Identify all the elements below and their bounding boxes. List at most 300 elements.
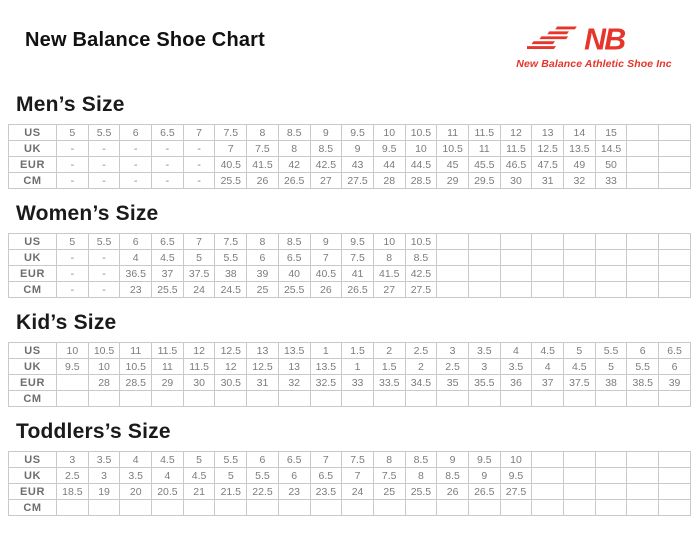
size-cell: 2.5 xyxy=(405,343,437,359)
size-cell: 1 xyxy=(342,359,374,375)
size-cell: 9.5 xyxy=(373,141,405,157)
size-cell: 26 xyxy=(437,484,469,500)
size-cell: 44.5 xyxy=(405,157,437,173)
size-cell: 11 xyxy=(152,359,184,375)
table-row xyxy=(9,157,691,173)
size-cell: 7.5 xyxy=(215,125,247,141)
size-cell: - xyxy=(88,141,120,157)
size-cell: 20.5 xyxy=(152,484,184,500)
size-cell xyxy=(342,391,374,407)
size-cell: 10.5 xyxy=(437,141,469,157)
size-cell xyxy=(627,500,659,516)
logo-speed-stripes xyxy=(527,26,577,49)
size-cell: 6 xyxy=(659,359,691,375)
size-cell: 32 xyxy=(278,375,310,391)
size-cell: 33 xyxy=(342,375,374,391)
size-cell: 11.5 xyxy=(152,343,184,359)
size-cell: 10.5 xyxy=(88,343,120,359)
size-cell: 8.5 xyxy=(278,125,310,141)
size-cell: 26.5 xyxy=(468,484,500,500)
size-cell: 25.5 xyxy=(152,282,184,298)
size-cell: 23 xyxy=(120,282,152,298)
size-cell: 11 xyxy=(437,125,469,141)
size-cell xyxy=(152,500,184,516)
size-cell: 8.5 xyxy=(310,141,342,157)
size-cell: - xyxy=(88,282,120,298)
size-cell xyxy=(57,500,89,516)
size-cell: 32 xyxy=(564,173,596,189)
size-cell: 25.5 xyxy=(405,484,437,500)
size-cell: 5 xyxy=(57,234,89,250)
row-label: US xyxy=(9,125,57,141)
table-row xyxy=(9,359,691,375)
row-label: UK xyxy=(9,141,57,157)
size-cell xyxy=(627,468,659,484)
size-cell: 14.5 xyxy=(595,141,627,157)
size-cell xyxy=(595,282,627,298)
size-cell: 5.5 xyxy=(627,359,659,375)
size-cell: 19 xyxy=(88,484,120,500)
size-cell: 4.5 xyxy=(532,343,564,359)
size-cell: 7 xyxy=(310,452,342,468)
size-cell: 4.5 xyxy=(183,468,215,484)
size-cell: - xyxy=(183,157,215,173)
size-cell: 9.5 xyxy=(500,468,532,484)
size-cell xyxy=(532,250,564,266)
size-cell: 6 xyxy=(247,452,279,468)
size-cell xyxy=(532,282,564,298)
size-cell: 27 xyxy=(310,173,342,189)
size-cell xyxy=(437,500,469,516)
size-cell xyxy=(437,391,469,407)
size-cell: 6.5 xyxy=(659,343,691,359)
row-label: CM xyxy=(9,391,57,407)
size-cell xyxy=(278,500,310,516)
size-cell xyxy=(659,266,691,282)
size-cell xyxy=(627,484,659,500)
row-label: UK xyxy=(9,250,57,266)
size-cell xyxy=(595,500,627,516)
size-cell xyxy=(627,282,659,298)
size-cell: 12.5 xyxy=(247,359,279,375)
size-cell: 40 xyxy=(278,266,310,282)
size-cell xyxy=(468,500,500,516)
size-cell: 2 xyxy=(373,343,405,359)
section-title: Women’s Size xyxy=(16,202,159,225)
size-cell xyxy=(659,500,691,516)
size-cell: 39 xyxy=(247,266,279,282)
size-cell: 26.5 xyxy=(342,282,374,298)
size-cell: 8 xyxy=(247,234,279,250)
size-cell: 30.5 xyxy=(215,375,247,391)
size-cell: - xyxy=(57,282,89,298)
size-cell xyxy=(437,266,469,282)
size-cell xyxy=(659,141,691,157)
size-cell: 49 xyxy=(564,157,596,173)
size-cell xyxy=(659,391,691,407)
size-cell: 27.5 xyxy=(405,282,437,298)
size-cell: - xyxy=(120,173,152,189)
size-cell: - xyxy=(183,141,215,157)
size-cell: - xyxy=(152,173,184,189)
size-cell xyxy=(627,391,659,407)
size-cell xyxy=(564,468,596,484)
row-label: EUR xyxy=(9,375,57,391)
size-cell: 4 xyxy=(500,343,532,359)
size-cell: 23 xyxy=(278,484,310,500)
size-cell xyxy=(627,234,659,250)
size-cell xyxy=(532,452,564,468)
size-cell: 1 xyxy=(310,343,342,359)
size-cell: 8 xyxy=(247,125,279,141)
size-cell: 13 xyxy=(247,343,279,359)
size-cell: 10 xyxy=(405,141,437,157)
table-row xyxy=(9,375,691,391)
size-cell xyxy=(468,266,500,282)
size-cell: 25.5 xyxy=(215,173,247,189)
size-cell xyxy=(659,468,691,484)
size-cell: 3.5 xyxy=(88,452,120,468)
size-cell: 6.5 xyxy=(152,125,184,141)
row-label: EUR xyxy=(9,157,57,173)
size-cell xyxy=(468,391,500,407)
size-cell xyxy=(627,452,659,468)
size-cell: 5.5 xyxy=(595,343,627,359)
size-cell: 42.5 xyxy=(405,266,437,282)
size-cell: 3 xyxy=(57,452,89,468)
table-row xyxy=(9,343,691,359)
size-cell: 9.5 xyxy=(57,359,89,375)
size-cell: 28.5 xyxy=(405,173,437,189)
size-cell: 24 xyxy=(183,282,215,298)
size-cell: 44 xyxy=(373,157,405,173)
size-cell: 6 xyxy=(247,250,279,266)
size-cell: 50 xyxy=(595,157,627,173)
size-cell xyxy=(564,391,596,407)
table-row xyxy=(9,282,691,298)
size-cell: 11 xyxy=(120,343,152,359)
size-cell xyxy=(88,391,120,407)
size-cell: - xyxy=(57,266,89,282)
size-cell: 4 xyxy=(152,468,184,484)
size-cell: 13 xyxy=(532,125,564,141)
size-cell xyxy=(595,266,627,282)
size-cell: 33 xyxy=(595,173,627,189)
size-cell: 7 xyxy=(215,141,247,157)
size-cell xyxy=(532,266,564,282)
size-cell: 3 xyxy=(468,359,500,375)
size-cell xyxy=(627,125,659,141)
size-cell: 25 xyxy=(247,282,279,298)
size-cell: 40.5 xyxy=(310,266,342,282)
size-cell: 6 xyxy=(627,343,659,359)
size-cell: 37 xyxy=(152,266,184,282)
size-cell: 4.5 xyxy=(564,359,596,375)
nb-monogram: NB xyxy=(584,23,625,57)
size-cell: - xyxy=(183,173,215,189)
size-cell: 1.5 xyxy=(373,359,405,375)
size-cell: 7.5 xyxy=(215,234,247,250)
size-cell xyxy=(57,375,89,391)
size-cell: 10 xyxy=(373,234,405,250)
size-cell: 9 xyxy=(468,468,500,484)
header xyxy=(0,21,699,79)
size-cell: 37.5 xyxy=(183,266,215,282)
size-cell xyxy=(120,500,152,516)
row-label: CM xyxy=(9,282,57,298)
size-cell: 7.5 xyxy=(373,468,405,484)
row-label: CM xyxy=(9,500,57,516)
size-cell: 22.5 xyxy=(247,484,279,500)
size-cell: 38 xyxy=(595,375,627,391)
size-cell: 4.5 xyxy=(152,250,184,266)
table-row xyxy=(9,391,691,407)
size-cell xyxy=(627,157,659,173)
size-cell xyxy=(595,452,627,468)
table-row xyxy=(9,468,691,484)
size-cell: 28.5 xyxy=(120,375,152,391)
size-cell: 9.5 xyxy=(342,234,374,250)
size-cell: 14 xyxy=(564,125,596,141)
size-cell: 10.5 xyxy=(405,125,437,141)
size-cell: 41.5 xyxy=(247,157,279,173)
size-table xyxy=(8,233,691,298)
size-cell: 3 xyxy=(437,343,469,359)
size-cell: 5.5 xyxy=(88,125,120,141)
size-cell: 37.5 xyxy=(564,375,596,391)
size-cell: 42 xyxy=(278,157,310,173)
size-cell: 12 xyxy=(183,343,215,359)
size-cell: 2 xyxy=(405,359,437,375)
size-cell: 4 xyxy=(120,452,152,468)
size-cell xyxy=(659,484,691,500)
size-cell xyxy=(659,282,691,298)
size-cell xyxy=(595,468,627,484)
size-cell: 5.5 xyxy=(215,452,247,468)
size-cell: 12.5 xyxy=(215,343,247,359)
size-cell: - xyxy=(88,250,120,266)
size-cell: 2.5 xyxy=(57,468,89,484)
size-cell xyxy=(152,391,184,407)
size-cell: 33.5 xyxy=(373,375,405,391)
size-cell xyxy=(437,250,469,266)
size-cell: 11.5 xyxy=(468,125,500,141)
row-label: EUR xyxy=(9,266,57,282)
size-cell: - xyxy=(120,141,152,157)
size-cell: - xyxy=(88,173,120,189)
size-cell xyxy=(595,484,627,500)
size-cell: 46.5 xyxy=(500,157,532,173)
size-cell xyxy=(88,500,120,516)
size-cell: 30 xyxy=(183,375,215,391)
size-cell: 7 xyxy=(183,234,215,250)
size-cell: 37 xyxy=(532,375,564,391)
size-cell: 9 xyxy=(310,234,342,250)
size-cell: 6.5 xyxy=(278,250,310,266)
size-cell xyxy=(595,391,627,407)
size-cell: - xyxy=(88,266,120,282)
size-cell: 7.5 xyxy=(342,250,374,266)
page-title: New Balance Shoe Chart xyxy=(25,29,266,51)
size-cell: 10.5 xyxy=(120,359,152,375)
size-cell: 10 xyxy=(57,343,89,359)
size-cell: 9.5 xyxy=(342,125,374,141)
size-cell xyxy=(247,500,279,516)
size-cell: 3.5 xyxy=(500,359,532,375)
size-cell: - xyxy=(57,250,89,266)
size-section xyxy=(8,93,691,189)
size-cell: 45.5 xyxy=(468,157,500,173)
size-cell: 32.5 xyxy=(310,375,342,391)
size-cell xyxy=(564,282,596,298)
table-row xyxy=(9,452,691,468)
size-cell: 39 xyxy=(659,375,691,391)
size-cell: 30 xyxy=(500,173,532,189)
row-label: UK xyxy=(9,468,57,484)
size-cell: 5 xyxy=(595,359,627,375)
size-cell xyxy=(373,500,405,516)
size-cell: 4.5 xyxy=(152,452,184,468)
size-cell: 8 xyxy=(373,452,405,468)
size-cell xyxy=(215,500,247,516)
size-cell: 25 xyxy=(373,484,405,500)
size-cell xyxy=(532,234,564,250)
size-cell: 8 xyxy=(405,468,437,484)
size-cell: 24.5 xyxy=(215,282,247,298)
size-cell: 10 xyxy=(500,452,532,468)
size-cell xyxy=(659,157,691,173)
size-cell xyxy=(564,250,596,266)
size-cell: 8.5 xyxy=(278,234,310,250)
size-cell xyxy=(278,391,310,407)
size-cell: 9 xyxy=(437,452,469,468)
size-cell: 28 xyxy=(88,375,120,391)
size-cell: 42.5 xyxy=(310,157,342,173)
size-section xyxy=(8,311,691,407)
size-cell xyxy=(659,173,691,189)
size-cell xyxy=(120,391,152,407)
size-cell: 7.5 xyxy=(247,141,279,157)
size-cell: 6 xyxy=(278,468,310,484)
size-table xyxy=(8,451,691,516)
size-cell: 26 xyxy=(247,173,279,189)
table-row xyxy=(9,125,691,141)
size-cell: 4 xyxy=(120,250,152,266)
row-label: US xyxy=(9,343,57,359)
size-cell: 7 xyxy=(183,125,215,141)
size-cell xyxy=(532,391,564,407)
size-cell xyxy=(564,500,596,516)
size-cell xyxy=(215,391,247,407)
size-cell: 27.5 xyxy=(342,173,374,189)
size-cell xyxy=(595,250,627,266)
size-cell: 7.5 xyxy=(342,452,374,468)
size-cell xyxy=(564,234,596,250)
size-cell xyxy=(659,452,691,468)
size-cell: 26.5 xyxy=(278,173,310,189)
size-cell: 35.5 xyxy=(468,375,500,391)
size-cell xyxy=(405,391,437,407)
section-title: Men’s Size xyxy=(16,93,125,116)
table-row xyxy=(9,266,691,282)
size-cell: 11.5 xyxy=(183,359,215,375)
size-cell xyxy=(310,500,342,516)
size-cell xyxy=(373,391,405,407)
size-cell xyxy=(595,234,627,250)
size-cell: 38.5 xyxy=(627,375,659,391)
size-cell: 23.5 xyxy=(310,484,342,500)
size-cell: 34.5 xyxy=(405,375,437,391)
size-cell: 10 xyxy=(88,359,120,375)
row-label: US xyxy=(9,452,57,468)
size-tables xyxy=(0,79,699,516)
size-cell: 21.5 xyxy=(215,484,247,500)
size-cell xyxy=(405,500,437,516)
size-cell: 8.5 xyxy=(405,250,437,266)
size-cell: 18.5 xyxy=(57,484,89,500)
size-cell: 1.5 xyxy=(342,343,374,359)
size-cell: - xyxy=(88,157,120,173)
size-cell: 47.5 xyxy=(532,157,564,173)
size-cell xyxy=(247,391,279,407)
size-cell: 21 xyxy=(183,484,215,500)
size-cell xyxy=(500,500,532,516)
row-label: US xyxy=(9,234,57,250)
size-cell: 5 xyxy=(183,452,215,468)
size-cell: 10.5 xyxy=(405,234,437,250)
size-cell: 9 xyxy=(310,125,342,141)
size-cell: 29 xyxy=(437,173,469,189)
size-cell xyxy=(437,234,469,250)
size-cell: 3.5 xyxy=(120,468,152,484)
size-cell: 6 xyxy=(120,125,152,141)
size-cell: 41.5 xyxy=(373,266,405,282)
size-cell: - xyxy=(57,157,89,173)
size-cell: 29.5 xyxy=(468,173,500,189)
size-cell: 8.5 xyxy=(437,468,469,484)
size-cell: 13 xyxy=(278,359,310,375)
size-cell: - xyxy=(57,173,89,189)
size-cell: - xyxy=(57,141,89,157)
size-cell: 35 xyxy=(437,375,469,391)
size-cell: 38 xyxy=(215,266,247,282)
size-cell: 2.5 xyxy=(437,359,469,375)
size-cell: 13.5 xyxy=(278,343,310,359)
size-cell xyxy=(500,282,532,298)
size-cell: 12 xyxy=(500,125,532,141)
size-cell: 6.5 xyxy=(152,234,184,250)
size-cell: 6.5 xyxy=(278,452,310,468)
size-cell: 9.5 xyxy=(468,452,500,468)
table-row xyxy=(9,234,691,250)
size-cell xyxy=(183,391,215,407)
size-cell xyxy=(627,266,659,282)
size-cell xyxy=(342,500,374,516)
size-cell: 41 xyxy=(342,266,374,282)
size-cell xyxy=(627,173,659,189)
size-cell: 20 xyxy=(120,484,152,500)
size-cell xyxy=(532,500,564,516)
size-cell xyxy=(564,266,596,282)
row-label: EUR xyxy=(9,484,57,500)
size-cell: 45 xyxy=(437,157,469,173)
size-cell xyxy=(468,282,500,298)
size-cell: 5 xyxy=(183,250,215,266)
row-label: CM xyxy=(9,173,57,189)
size-cell xyxy=(627,141,659,157)
size-cell xyxy=(659,234,691,250)
size-cell: 7 xyxy=(342,468,374,484)
